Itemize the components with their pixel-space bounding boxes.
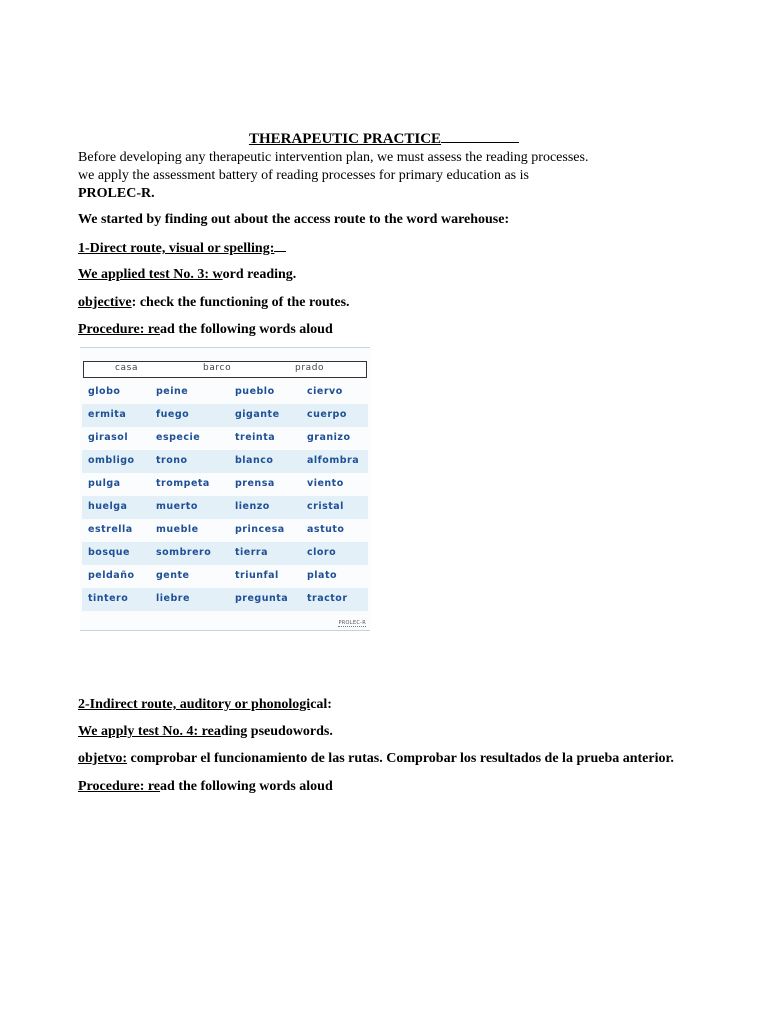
section1-heading-text: 1-Direct route, visual or spelling: bbox=[78, 241, 275, 256]
section1-objective-label: objective bbox=[78, 295, 132, 310]
word-cell: globo bbox=[88, 386, 121, 397]
word-row bbox=[82, 473, 368, 496]
word-row bbox=[82, 450, 368, 473]
word-cell: tractor bbox=[307, 593, 348, 604]
section2-objective bbox=[78, 751, 674, 767]
word-cell: plato bbox=[307, 570, 338, 581]
word-cell: princesa bbox=[235, 524, 285, 535]
word-cell: fuego bbox=[156, 409, 190, 420]
header-word: prado bbox=[295, 363, 325, 373]
word-row bbox=[82, 565, 368, 588]
word-cell: mueble bbox=[156, 524, 199, 535]
word-cell: especie bbox=[156, 432, 201, 443]
word-cell: trono bbox=[156, 455, 188, 466]
word-cell: pulga bbox=[88, 478, 121, 489]
word-cell: tintero bbox=[88, 593, 129, 604]
word-cell: cuerpo bbox=[307, 409, 347, 420]
word-cell: huelga bbox=[88, 501, 128, 512]
word-list-header bbox=[83, 361, 367, 378]
word-cell: gigante bbox=[235, 409, 280, 420]
word-cell: blanco bbox=[235, 455, 274, 466]
word-cell: alfombra bbox=[307, 455, 360, 466]
section1-objective bbox=[78, 295, 350, 311]
section2-objective-text: comprobar el funcionamiento de las rutas. Comprobar los resultados de la prueba anterior. bbox=[127, 751, 674, 766]
word-cell: astuto bbox=[307, 524, 345, 535]
word-cell: triunfal bbox=[235, 570, 279, 581]
header-word: casa bbox=[115, 363, 139, 373]
word-list-image bbox=[80, 347, 370, 631]
word-cell: peine bbox=[156, 386, 189, 397]
word-cell: prensa bbox=[235, 478, 275, 489]
started-paragraph: We started by finding out about the access route to the word warehouse: bbox=[78, 212, 510, 227]
section2-heading-underlined: 2-Indirect route, auditory or phonologi bbox=[78, 697, 311, 712]
section1-procedure-underlined: Procedure: re bbox=[78, 322, 161, 337]
word-cell: lienzo bbox=[235, 501, 270, 512]
word-cell: muerto bbox=[156, 501, 198, 512]
word-list-rows bbox=[82, 381, 368, 611]
word-cell: trompeta bbox=[156, 478, 210, 489]
section1-objective-text: : check the functioning of the routes. bbox=[131, 295, 350, 310]
word-row bbox=[82, 588, 368, 611]
heading-underline-trail bbox=[274, 240, 286, 252]
word-cell: tierra bbox=[235, 547, 269, 558]
word-cell: gente bbox=[156, 570, 190, 581]
section1-procedure bbox=[78, 322, 333, 338]
word-cell: ombligo bbox=[88, 455, 135, 466]
word-cell: liebre bbox=[156, 593, 190, 604]
word-row bbox=[82, 542, 368, 565]
word-row bbox=[82, 519, 368, 542]
word-cell: pueblo bbox=[235, 386, 275, 397]
word-cell: peldaño bbox=[88, 570, 135, 581]
word-row bbox=[82, 496, 368, 519]
section2-test bbox=[78, 724, 333, 740]
word-cell: sombrero bbox=[156, 547, 212, 558]
section1-procedure-rest: ad the following words aloud bbox=[160, 322, 333, 337]
section1-test-underlined: We applied test No. 3: w bbox=[78, 267, 223, 282]
section2-objective-label: objetvo: bbox=[78, 751, 127, 766]
word-row bbox=[82, 404, 368, 427]
word-cell: cristal bbox=[307, 501, 344, 512]
section1-test-rest: ord reading. bbox=[222, 267, 297, 282]
word-cell: cloro bbox=[307, 547, 337, 558]
section2-procedure-rest: ad the following words aloud bbox=[160, 779, 333, 794]
image-footer-label: PROLEC-R bbox=[338, 620, 366, 626]
section1-test bbox=[78, 267, 296, 283]
word-cell: treinta bbox=[235, 432, 276, 443]
word-cell: granizo bbox=[307, 432, 351, 443]
word-cell: ciervo bbox=[307, 386, 343, 397]
header-word: barco bbox=[203, 363, 232, 373]
word-row bbox=[82, 427, 368, 450]
section2-procedure bbox=[78, 779, 333, 795]
intro-line-1: Before developing any therapeutic intervention plan, we must assess the reading processes. bbox=[78, 150, 589, 165]
word-cell: pregunta bbox=[235, 593, 289, 604]
page-title bbox=[0, 130, 768, 148]
section2-procedure-underlined: Procedure: re bbox=[78, 779, 161, 794]
word-cell: viento bbox=[307, 478, 344, 489]
section1-heading bbox=[78, 240, 286, 257]
title-underline-trail bbox=[441, 130, 519, 143]
intro-line-3: PROLEC-R. bbox=[78, 186, 155, 201]
word-cell: girasol bbox=[88, 432, 129, 443]
section2-test-rest: ding pseudowords. bbox=[220, 724, 333, 739]
word-row bbox=[82, 381, 368, 404]
word-cell: bosque bbox=[88, 547, 130, 558]
intro-line-2: we apply the assessment battery of reading processes for primary education as is bbox=[78, 168, 529, 183]
section2-heading-rest: cal: bbox=[310, 697, 332, 712]
section2-test-underlined: We apply test No. 4: rea bbox=[78, 724, 221, 739]
section2-heading bbox=[78, 697, 332, 713]
title-text: THERAPEUTIC PRACTICE bbox=[248, 131, 442, 147]
word-cell: ermita bbox=[88, 409, 127, 420]
word-cell: estrella bbox=[88, 524, 133, 535]
